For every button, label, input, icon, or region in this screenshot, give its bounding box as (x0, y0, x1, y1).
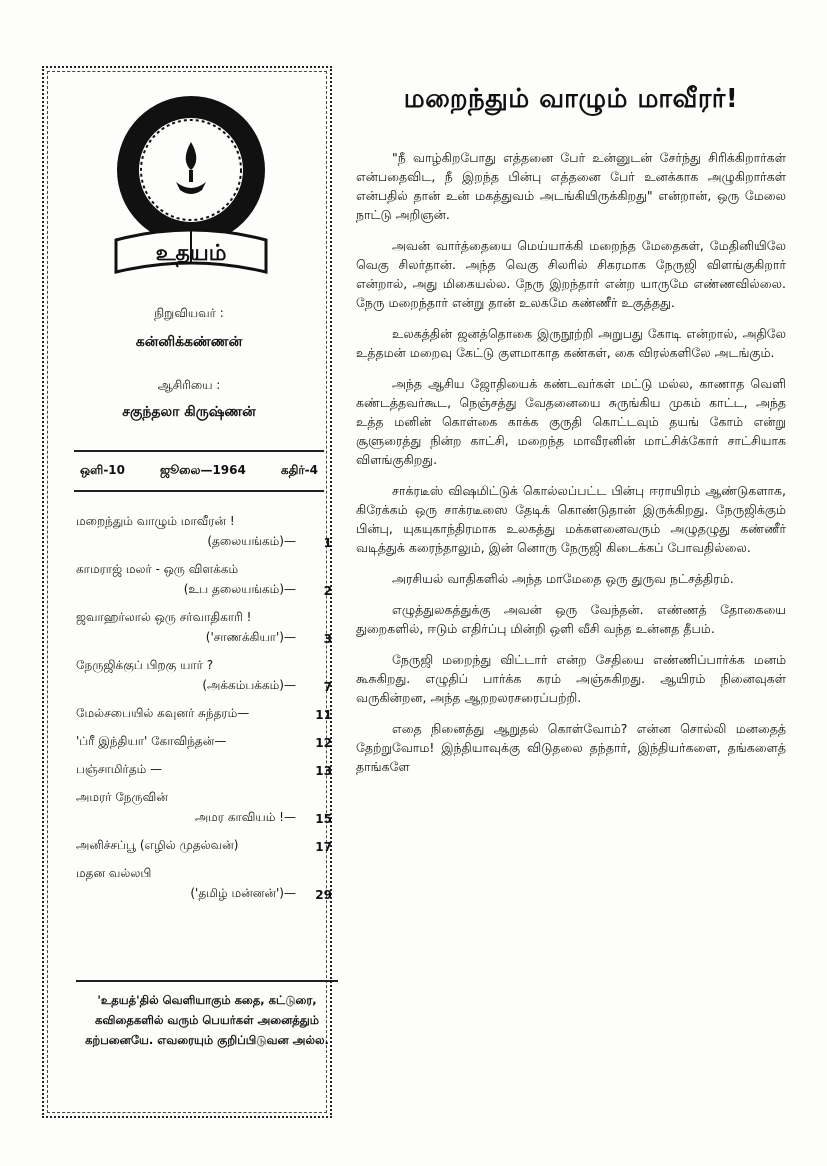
editor-label: நிறுவியவர் : (154, 306, 224, 320)
toc-title: மதன வல்லபி (76, 866, 152, 880)
toc-title: மேல்சபையில் கவுனர் சுந்தரம்— (76, 706, 250, 720)
article-paragraph: அரசியல் வாதிகளில் அந்த மாமேதை ஒரு துருவ நட்சத்திரம். (392, 571, 734, 586)
toc-page: 12 (315, 736, 332, 750)
toc-subtitle: ('தமிழ் மன்னன்')— (190, 886, 296, 900)
issue-number: கதிர்-4 (280, 463, 318, 477)
toc-item (76, 706, 336, 722)
toc-item (76, 762, 336, 778)
toc-item (76, 866, 336, 902)
toc-item (76, 838, 336, 854)
issue-volume: ஒளி-10 (80, 463, 125, 477)
toc-page: 7 (323, 680, 332, 694)
toc-title: ஜவாஹர்லால் ஒரு சர்வாதிகாரி ! (76, 610, 252, 624)
toc-item (76, 610, 336, 646)
toc-title: 'ப்ரீ இந்தியா' கோவிந்தன்— (76, 734, 227, 748)
toc-title: மறைந்தும் வாழும் மாவீரன் ! (76, 514, 235, 528)
toc-subtitle: (அக்கம்பக்கம்)— (202, 678, 296, 692)
article-paragraph: நேருஜி மறைந்து விட்டார் என்ற சேதியை எண்ணிப்பார்க்க மனம் கூசுகிறது. எழுதிப் பார்க்க கரம் அஞ்சுகிறது. ஆயிரம் நினைவுகள் வருகின்றன, அந்த ஆறறலரசரைப்பற்றி. (356, 652, 786, 705)
article-body (356, 148, 786, 788)
article-paragraph: அவன் வார்த்தையை மெய்யாக்கி மறைந்த மேதைகள், மேதினியிலே வெகு சிலர்தான். அந்த வெகு சிலரில் சிகரமாக நேருஜி விளங்குகிறார் என்றால், அது மிகையல்ல. நேரு இறந்தார் என்ற யாருமே எண்ணவில்லை. நேரு மறைந்தார் என்று தான் உலகமே கண்ணீர் உகுத்தது. (356, 238, 786, 310)
toc-item (76, 790, 336, 826)
editor-name: கன்னிக்கண்ணன் (135, 334, 243, 350)
table-of-contents (76, 514, 336, 914)
toc-subtitle: (தலையங்கம்)— (207, 534, 296, 548)
sidebar-panel (42, 66, 332, 1118)
toc-page: 3 (323, 632, 332, 646)
toc-page: 29 (315, 888, 332, 902)
toc-subtitle: (உப தலையங்கம்)— (183, 582, 296, 596)
toc-page: 13 (315, 764, 332, 778)
toc-page: 15 (315, 812, 332, 826)
toc-page: 11 (315, 708, 332, 722)
masthead-title: உதயம் (155, 241, 227, 266)
publisher-label: ஆசிரியை : (157, 378, 221, 392)
toc-item (76, 514, 336, 550)
toc-subtitle: அமர காவியம் !— (194, 810, 296, 824)
article-paragraph: சாக்ரடீஸ் விஷமிட்டுக் கொல்லப்பட்ட பின்பு ஈராயிரம் ஆண்டுகளாக, கிரேக்கம் ஒரு சாக்ரடீஸை தேடிக் கொண்டுதான் இருக்கிறது. நேருஜிக்கும் பின்பு, யுகயுகாந்திரமாக உலகத்து மக்களனைவரும் அழுதழுது கண்ணீர் வடித்துக் கரைந்தாலும், இன் னொரு நேருஜி கிடைக்கப் போவதில்லை. (356, 483, 786, 555)
article-paragraph: எதை நினைத்து ஆறுதல் கொள்வோம்? என்ன சொல்லி மனதைத் தேற்றுவோம! இந்தியாவுக்கு விடுதலை தந்தார், இந்தியர்களை, தங்களைத் தாங்களே (356, 721, 786, 774)
toc-title: அனிச்சப்பூ (எழில் முதல்வன்) (76, 838, 239, 852)
toc-item (76, 734, 336, 750)
article-paragraph: அந்த ஆசிய ஜோதியைக் கண்டவர்கள் மட்டு மல்ல, காணாத வெளி கண்டத்தவர்கூட, நெஞ்சத்து வேதனையை சுருங்கிய முகம் காட்ட, அந்த உத்த மனின் கொள்கை காக்க குருதி கொட்டவும் தயங் கோம் என்று சூளுரைத்து நின்ற காட்சி, மறைந்த மாவீரனின் மாட்சிக்கோர் சாட்சியாக விளங்குகிறது. (356, 376, 786, 467)
toc-page: 17 (315, 840, 332, 854)
issue-date: ஜூலை—1964 (160, 463, 246, 477)
toc-title: அமரர் நேருவின் (76, 790, 168, 804)
toc-item (76, 658, 336, 694)
toc-title: பஞ்சாமிர்தம் — (76, 762, 163, 776)
toc-item (76, 562, 336, 598)
toc-title: காமராஜ் மலர் - ஒரு விளக்கம் (76, 562, 239, 576)
publisher-name: சகுந்தலா கிருஷ்ணன் (122, 404, 256, 420)
article-title: மறைந்தும் வாழும் மாவீரர்! (403, 84, 739, 114)
toc-title: நேருஜிக்குப் பிறகு யார் ? (76, 658, 214, 672)
toc-subtitle: ('சாணக்கியா')— (205, 630, 296, 644)
article-paragraph: "நீ வாழ்கிறபோது எத்தனை பேர் உன்னுடன் சேர்ந்து சிரிக்கிறார்கள் என்பதைவிட, நீ இறந்த பின்பு எத்தனை பேர் உனக்காக அழுகிறார்கள் என்பதில் தான் உன் மகத்துவம் அடங்கியிருக்கிறது" என்றான், ஒரு மேலை நாட்டு அறிஞன். (356, 150, 786, 222)
toc-page: 2 (323, 584, 332, 598)
issue-info (74, 450, 324, 492)
disclaimer: 'உதயத்'தில் வெளியாகும் கதை, கட்டுரை, கவிதைகளில் வரும் பெயர்கள் அனைத்தும் கற்பனையே. எவரையும் குறிப்பிடுவன அல்ல. (76, 980, 338, 1072)
article-paragraph: எழுத்துலகத்துக்கு அவன் ஒரு வேந்தன். எண்ணத் தோகையை துறைகளில், ஈடும் எதிர்ப்பு மின்றி ஒளி வீசி வந்த உன்னத தீபம். (356, 602, 786, 636)
toc-page: 1 (323, 536, 332, 550)
udhayam-logo (106, 90, 276, 290)
article-paragraph: உலகத்தின் ஜனத்தொகை இருநூற்றி அறுபது கோடி என்றால், அதிலே உத்தமன் மறைவு கேட்டு குளமாகாத கண்கள், கை விரல்களிலே அடங்கும். (356, 326, 786, 360)
